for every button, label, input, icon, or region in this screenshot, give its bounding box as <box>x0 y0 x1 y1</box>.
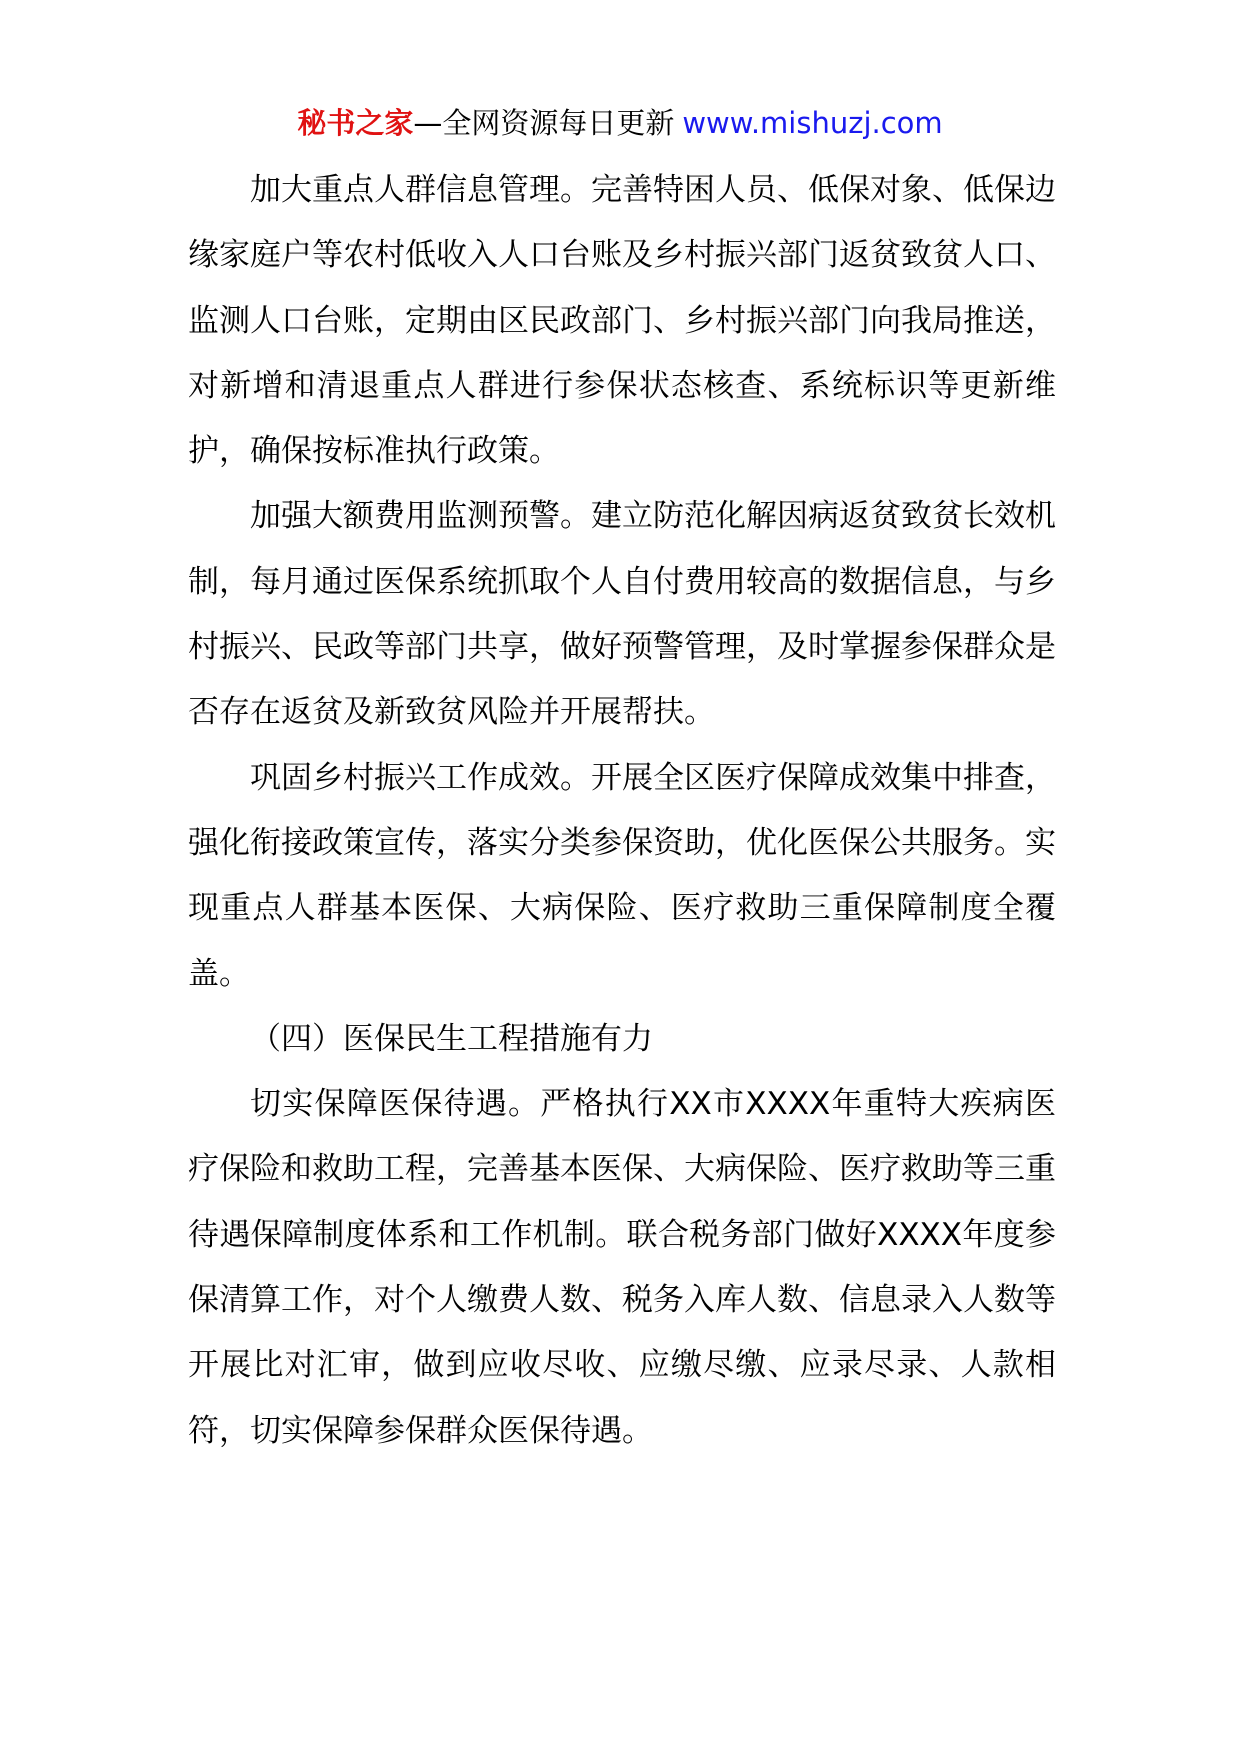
paragraph-medical-benefits: 切实保障医保待遇。严格执行XX市XXXX年重特大疾病医疗保险和救助工程，完善基本医保、大病保险、医疗救助等三重待遇保障制度体系和工作机制。联合税务部门做好XXXX年度参保清算工作，对个人缴费人数、税务入库人数、信息录入人数等开展比对汇审，做到应收尽收、应缴尽缴、应录尽录、人款相符，切实保障参保群众医保待遇。 <box>188 1086 1056 1449</box>
brand-name: 秘书之家 <box>297 106 414 140</box>
document-body <box>188 158 1056 1464</box>
section-heading: （四）医保民生工程措施有力 <box>250 1020 653 1057</box>
paragraph-rural-revitalization: 巩固乡村振兴工作成效。开展全区医疗保障成效集中排查，强化衔接政策宣传，落实分类参保资助，优化医保公共服务。实现重点人群基本医保、大病保险、医疗救助三重保障制度全覆盖。 <box>188 759 1056 992</box>
header-slogan: —全网资源每日更新 <box>413 106 675 140</box>
paragraph-key-population-info: 加大重点人群信息管理。完善特困人员、低保对象、低保边缘家庭户等农村低收入人口台账及乡村振兴部门返贫致贫人口、监测人口台账，定期由区民政部门、乡村振兴部门向我局推送，对新增和清退重点人群进行参保状态核查、系统标识等更新维护，确保按标准执行政策。 <box>188 172 1056 470</box>
website-link[interactable]: www.mishuzj.com <box>682 106 943 140</box>
paragraph-large-cost-monitoring: 加强大额费用监测预警。建立防范化解因病返贫致贫长效机制，每月通过医保系统抓取个人自付费用较高的数据信息，与乡村振兴、民政等部门共享，做好预警管理，及时掌握参保群众是否存在返贫及新致贫风险并开展帮扶。 <box>188 498 1056 731</box>
page-header <box>0 100 1240 146</box>
